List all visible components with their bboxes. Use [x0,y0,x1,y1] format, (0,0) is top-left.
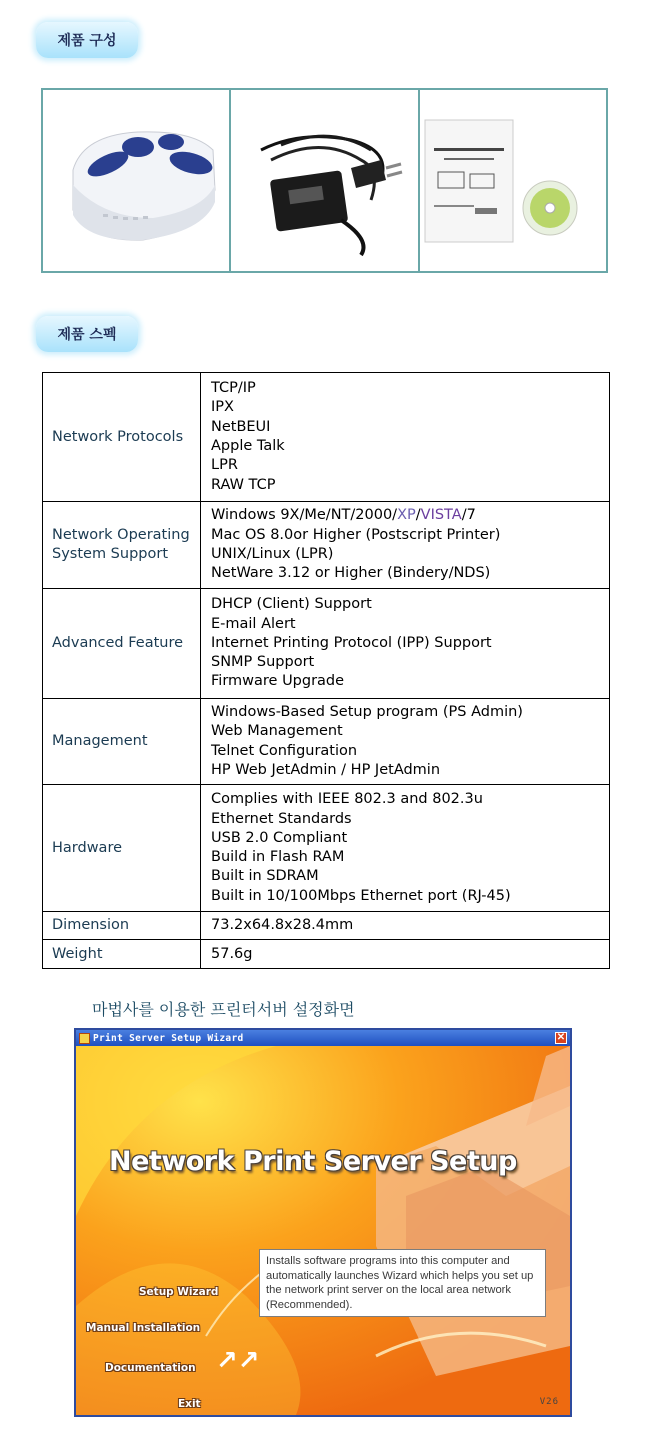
spec-value: Windows 9X/Me/NT/2000/XP/VISTA/7 Mac OS 8.0or Higher (Postscript Printer) UNIX/Linux (LPR) NetWare 3.12 or Higher (Bindery/NDS) [201,502,610,589]
table-row [43,785,610,912]
wizard-canvas [76,1046,570,1415]
table-row [43,699,610,785]
product-contents-panel [41,88,608,273]
spec-label: Advanced Feature [43,589,201,699]
spec-value: DHCP (Client) Support E-mail Alert Internet Printing Protocol (IPP) Support SNMP Support Firmware Upgrade [201,589,610,699]
wizard-heading: Network Print Server Setup [109,1146,517,1177]
manual-and-cd-image [418,90,606,271]
wizard-screenshot-caption: 마법사를 이용한 프린터서버 설정화면 [92,1000,355,1019]
window-title: Print Server Setup Wizard [93,1032,244,1044]
spec-value: 57.6g [201,940,610,969]
setup-wizard-window [74,1028,572,1417]
spec-label: Network Protocols [43,373,201,502]
spec-value: TCP/IP IPX NetBEUI Apple Talk LPR RAW TCP [201,373,610,502]
spec-label: Management [43,699,201,785]
version-label: V26 [539,1397,559,1407]
printer-app-icon [79,1033,90,1044]
power-adapter-image [229,90,417,271]
composition-section-title: 제품 구성 [36,22,138,58]
table-row [43,373,610,502]
spec-label: Dimension [43,912,201,940]
spec-value: Complies with IEEE 802.3 and 802.3u Ethernet Standards USB 2.0 Compliant Build in Flash RAM Built in SDRAM Built in 10/100Mbps Ethernet port (RJ-45) [201,785,610,912]
spec-section-title: 제품 스펙 [36,316,138,352]
documentation-button[interactable]: Documentation [105,1362,196,1374]
spec-label: Network Operating System Support [43,502,201,589]
arrow-icon: ↗↗ [216,1346,260,1376]
description-box: Installs software programs into this computer and automatically launches Wizard which helps you set up the network print server on the local area network (Recommended). [259,1249,546,1317]
spec-value: 73.2x64.8x28.4mm [201,912,610,940]
table-row [43,589,610,699]
spec-value: Windows-Based Setup program (PS Admin) Web Management Telnet Configuration HP Web JetAdmin / HP JetAdmin [201,699,610,785]
print-server-device-image [43,90,229,271]
table-row [43,940,610,969]
window-titlebar [76,1030,570,1046]
spec-label: Weight [43,940,201,969]
table-row [43,912,610,940]
manual-installation-button[interactable]: Manual Installation [86,1322,201,1334]
table-row [43,502,610,589]
exit-button[interactable]: Exit [178,1398,201,1410]
close-icon[interactable]: ✕ [556,1032,566,1043]
spec-table [42,372,610,969]
setup-wizard-button[interactable]: Setup Wizard [139,1286,219,1298]
spec-label: Hardware [43,785,201,912]
